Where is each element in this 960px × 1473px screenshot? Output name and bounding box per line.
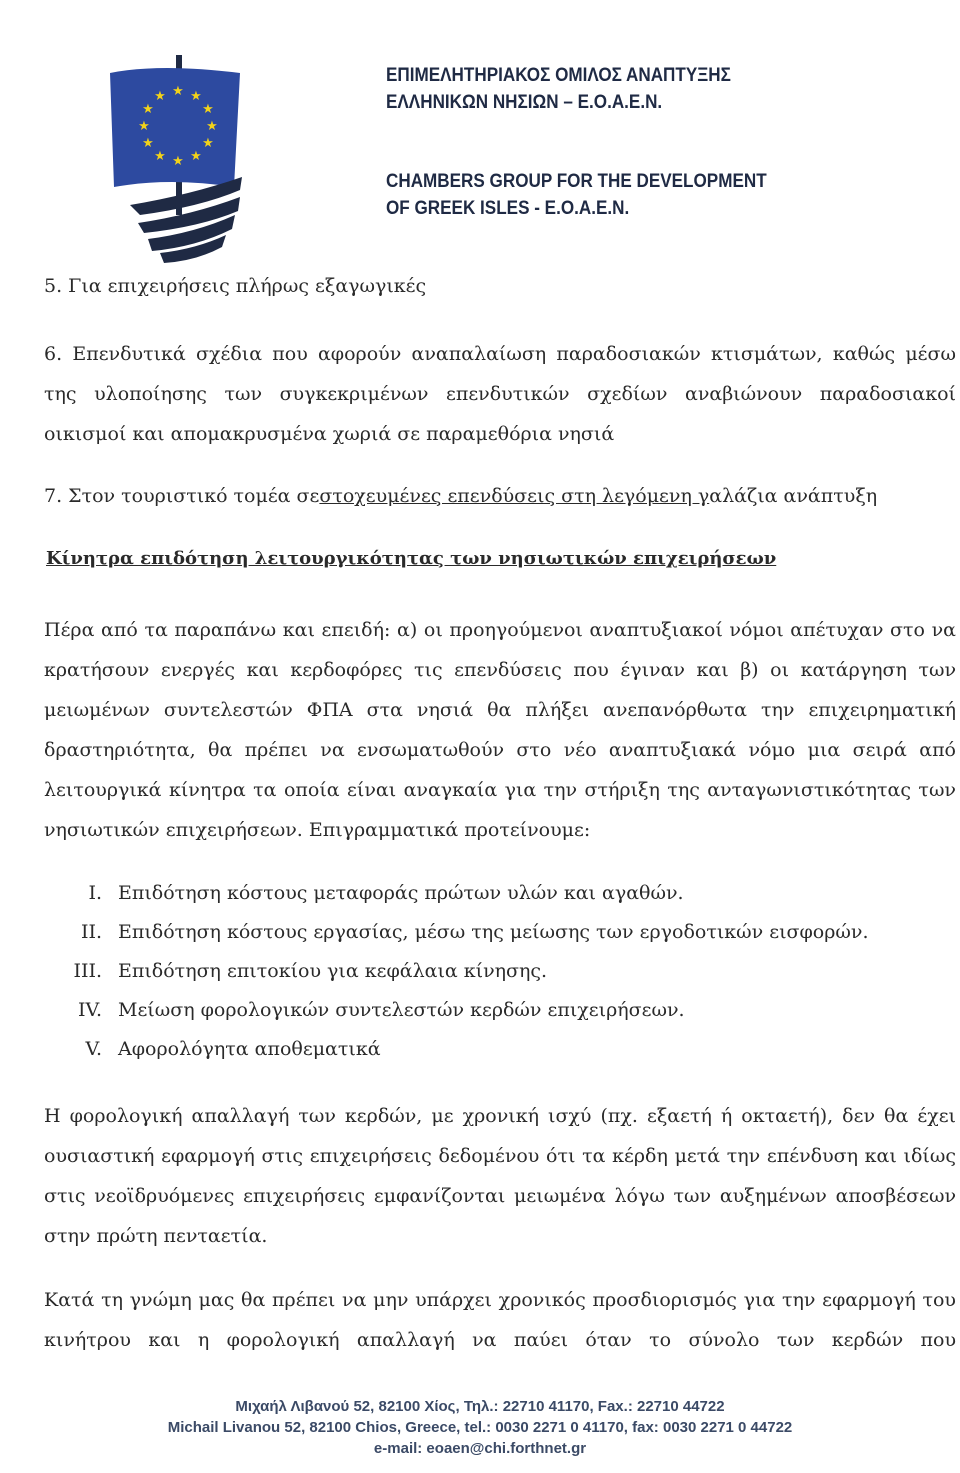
svg-text:★: ★	[142, 136, 154, 151]
header-english-line1: CHAMBERS GROUP FOR THE DEVELOPMENT	[386, 171, 767, 192]
list-number: I.	[88, 882, 102, 904]
para1-line: μειωμένων συντελεστών ΦΠΑ στα νησιά θα πλήξει ανεπανόρθωτα την επιχειρηματική	[44, 699, 956, 721]
svg-text:★: ★	[138, 119, 150, 134]
para1-line: κρατήσουν ενεργές και κερδοφόρες τις επενδύσεις που έγιναν και β) οι κατάργηση των	[44, 659, 956, 681]
header-greek-line2: ΕΛΛΗΝΙΚΩΝ ΝΗΣΙΩΝ – Ε.Ο.Α.Ε.Ν.	[386, 92, 663, 113]
footer-address-english: Michail Livanou 52, 82100 Chios, Greece, tel.: 0030 2271 0 41170, fax: 0030 2271 0 44722	[167, 1419, 793, 1436]
list-item	[60, 952, 869, 991]
item-7-text-c: αλάζια ανάπτυξη	[709, 485, 878, 507]
list-item	[60, 874, 869, 913]
item-7	[44, 476, 956, 516]
para1-line: λειτουργικά κίνητρα τα οποία είναι αναγκαία για την στήριξη της ανταγωνιστικότητας των	[44, 779, 956, 801]
svg-text:★: ★	[172, 154, 184, 169]
para1-line: δραστηριότητα, θα πρέπει να ενσωματωθούν στο νέο αναπτυξιακά νόμο μια σειρά από	[44, 739, 956, 761]
header-english-line2: OF GREEK ISLES - E.O.A.E.N.	[386, 198, 630, 219]
list-item	[60, 1030, 869, 1069]
svg-text:★: ★	[190, 149, 202, 164]
list-text: Επιδότηση επιτοκίου για κεφάλαια κίνησης.	[118, 960, 548, 982]
proposal-list	[60, 874, 869, 1069]
para2-line: ουσιαστική εφαρμογή στις επιχειρήσεις δεδομένου ότι τα κέρδη μετά την επένδυση και ιδίως	[44, 1145, 956, 1167]
item-7-text-underlined: στοχευμένες επενδύσεις στη λεγόμενη γ	[319, 485, 710, 507]
item-6-line1: 6. Επενδυτικά σχέδια που αφορούν αναπαλαίωση παραδοσιακών κτισμάτων, καθώς μέσω	[44, 343, 956, 365]
list-number: V.	[85, 1038, 102, 1060]
list-number: II.	[80, 921, 102, 943]
eoaen-logo-icon	[100, 55, 250, 265]
para2-line: στις νεοϊδρυόμενες επιχειρήσεις εμφανίζονται μειωμένα λόγω των αυξημένων αποσβέσεων	[44, 1185, 956, 1207]
list-item	[60, 991, 869, 1030]
item-5-text: 5. Για επιχειρήσεις πλήρως εξαγωγικές	[44, 275, 427, 297]
para1-line: νησιωτικών επιχειρήσεων. Επιγραμματικά προτείνουμε:	[44, 819, 591, 841]
svg-text:★: ★	[202, 102, 214, 117]
list-text: Αφορολόγητα αποθεματικά	[118, 1038, 381, 1060]
paragraph-2	[44, 1096, 956, 1256]
item-7-text-a: 7. Στον τουριστικό τομέα σε	[44, 485, 320, 507]
svg-text:★: ★	[154, 149, 166, 164]
item-6-line3: οικισμοί και απομακρυσμένα χωριά σε παραμεθόρια νησιά	[44, 423, 615, 445]
list-number: IV.	[78, 999, 102, 1021]
footer-contact	[0, 1396, 960, 1459]
svg-text:★: ★	[190, 89, 202, 104]
header-english	[386, 168, 767, 222]
list-number: III.	[73, 960, 102, 982]
item-6	[44, 334, 956, 454]
para3-line: κινήτρου και η φορολογική απαλλαγή να παύει όταν το σύνολο των κερδών που	[44, 1329, 956, 1351]
header-greek-line1: ΕΠΙΜΕΛΗΤΗΡΙΑΚΟΣ ΟΜΙΛΟΣ ΑΝΑΠΤΥΞΗΣ	[386, 65, 731, 86]
svg-text:★: ★	[206, 119, 218, 134]
section-heading: Κίνητρα επιδότηση λειτουργικότητας των νησιωτικών επιχειρήσεων	[46, 548, 777, 569]
footer-address-greek: Μιχαήλ Λιβανού 52, 82100 Χίος, Τηλ.: 22710 41170, Fax.: 22710 44722	[235, 1398, 725, 1415]
paragraph-3	[44, 1280, 956, 1360]
list-item	[60, 913, 869, 952]
item-6-line2: της υλοποίησης των συγκεκριμένων επενδυτικών σχεδίων αναβιώνουν παραδοσιακοί	[44, 383, 956, 405]
list-text: Μείωση φορολογικών συντελεστών κερδών επιχειρήσεων.	[118, 999, 685, 1021]
paragraph-1	[44, 610, 956, 850]
para1-line: Πέρα από τα παραπάνω και επειδή: α) οι προηγούμενοι αναπτυξιακοί νόμοι απέτυχαν στο να	[44, 619, 956, 641]
svg-text:★: ★	[142, 102, 154, 117]
para3-line: Κατά τη γνώμη μας θα πρέπει να μην υπάρχει χρονικός προσδιορισμός για την εφαρμογή του	[44, 1289, 956, 1311]
para2-line: στην πρώτη πενταετία.	[44, 1225, 268, 1247]
svg-text:★: ★	[172, 84, 184, 99]
svg-text:★: ★	[202, 136, 214, 151]
para2-line: Η φορολογική απαλλαγή των κερδών, με χρονική ισχύ (πχ. εξαετή ή οκταετή), δεν θα έχει	[44, 1105, 956, 1127]
list-text: Επιδότηση κόστους εργασίας, μέσω της μείωσης των εργοδοτικών εισφορών.	[118, 921, 869, 943]
header-greek	[386, 62, 731, 116]
footer-email: e-mail: eoaen@chi.forthnet.gr	[373, 1440, 587, 1457]
svg-text:★: ★	[154, 89, 166, 104]
list-text: Επιδότηση κόστους μεταφοράς πρώτων υλών και αγαθών.	[118, 882, 684, 904]
item-5	[44, 266, 956, 306]
